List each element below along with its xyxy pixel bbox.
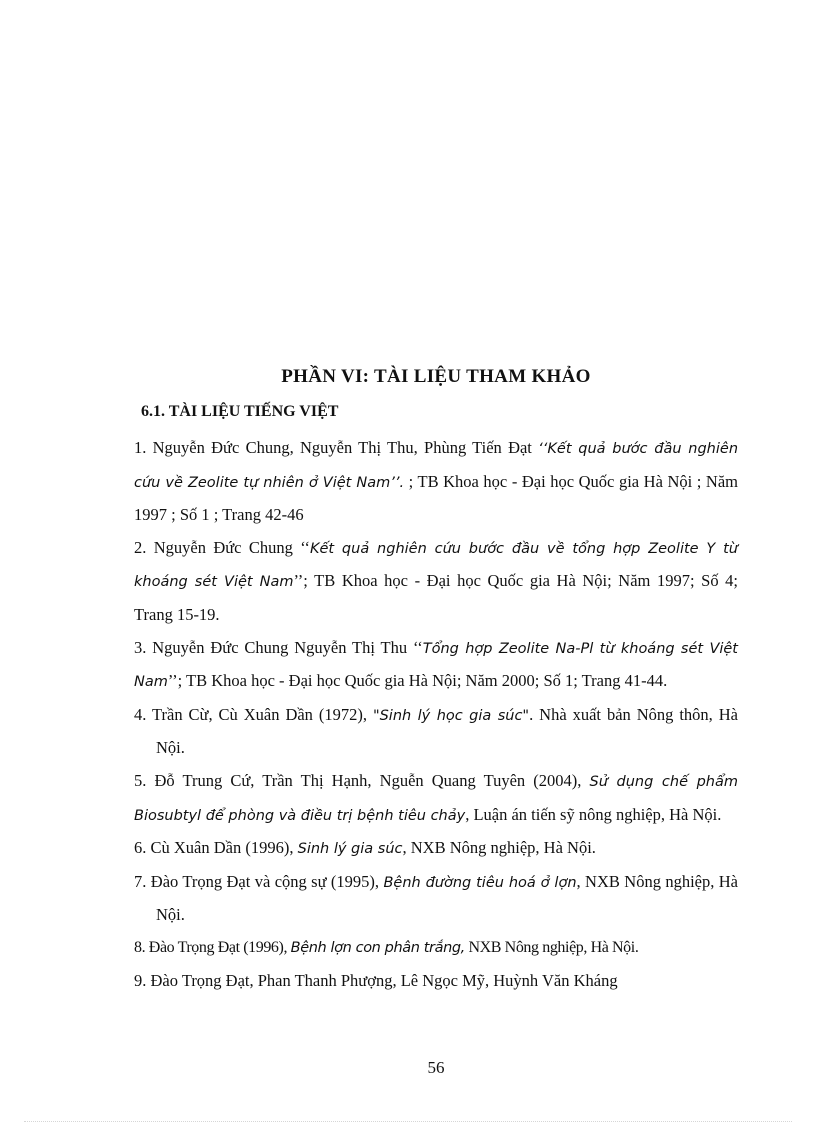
footer-divider: [24, 1121, 792, 1122]
subsection-title: 6.1. TÀI LIỆU TIẾNG VIỆT: [141, 403, 339, 420]
reference-list: [134, 432, 738, 998]
reference-item: 2. Nguyễn Đức Chung ‘‘Kết quả nghiên cứu bước đầu về tổng hợp Zeolite Y từ khoáng sét Việt Nam’’; TB Khoa học - Đại học Quốc gia Hà Nội; Năm 1997; Số 4; Trang 15-19.: [134, 537, 738, 624]
reference-item: 3. Nguyễn Đức Chung Nguyễn Thị Thu ‘‘Tổng hợp Zeolite Na-Pl từ khoáng sét Việt Nam’’; TB Khoa học - Đại học Quốc gia Hà Nội; Năm 2000; Số 1; Trang 41-44.: [134, 637, 738, 691]
reference-item: 7. Đào Trọng Đạt và cộng sự (1995), Bệnh đường tiêu hoá ở lợn, NXB Nông nghiệp, Hà Nội.: [134, 871, 739, 925]
reference-item: 6. Cù Xuân Dần (1996), Sinh lý gia súc, NXB Nông nghiệp, Hà Nội.: [134, 838, 596, 858]
reference-item: 8. Đào Trọng Đạt (1996), Bệnh lợn con phân trắng, NXB Nông nghiệp, Hà Nội.: [134, 938, 639, 956]
reference-item: 5. Đỗ Trung Cứ, Trần Thị Hạnh, Nguễn Quang Tuyên (2004), Sử dụng chế phẩm Biosubtyl để phòng và điều trị bệnh tiêu chảy, Luận án tiến sỹ nông nghiệp, Hà Nội.: [134, 770, 738, 824]
reference-item: 4. Trần Cừ, Cù Xuân Dần (1972), "Sinh lý học gia súc". Nhà xuất bản Nông thôn, Hà Nội.: [134, 704, 738, 758]
page-number: 56: [427, 1058, 445, 1077]
reference-item: 1. Nguyễn Đức Chung, Nguyễn Thị Thu, Phùng Tiến Đạt ‘‘Kết quả bước đầu nghiên cứu về Zeolite tự nhiên ở Việt Nam’’. ; TB Khoa học - Đại học Quốc gia Hà Nội ; Năm 1997 ; Số 1 ; Trang 42-46: [134, 438, 739, 525]
reference-item: 9. Đào Trọng Đạt, Phan Thanh Phượng, Lê Ngọc Mỹ, Huỳnh Văn Kháng: [134, 970, 618, 990]
section-title: PHẦN VI: TÀI LIỆU THAM KHẢO: [281, 366, 591, 387]
